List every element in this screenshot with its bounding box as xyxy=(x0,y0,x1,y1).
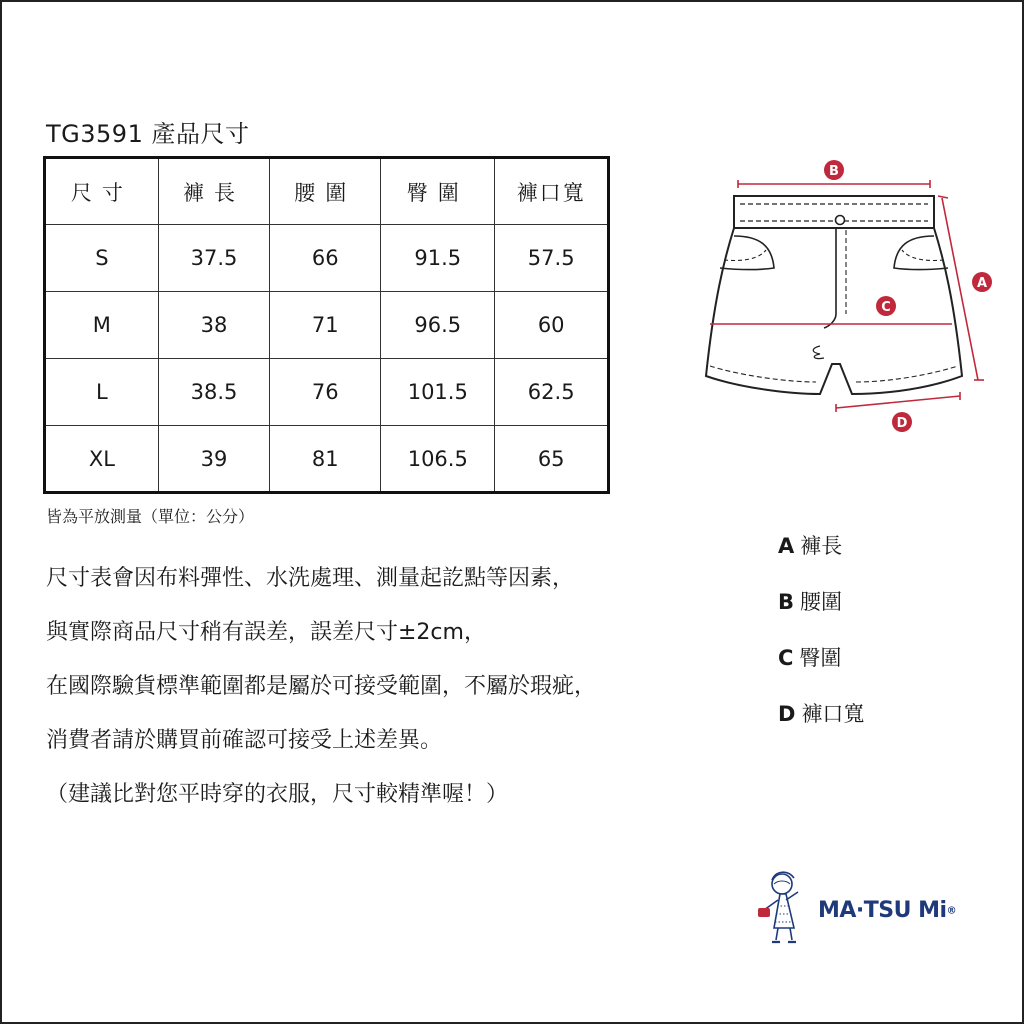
cell-length: 39 xyxy=(158,426,270,493)
marker-d xyxy=(892,412,912,432)
mascot-icon xyxy=(750,866,814,946)
cell-size: S xyxy=(45,225,159,292)
cell-hip: 96.5 xyxy=(381,292,495,359)
marker-d-label: D xyxy=(896,416,908,431)
cell-waist: 81 xyxy=(270,426,381,493)
shorts-outline xyxy=(706,196,962,394)
page-title: TG3591 產品尺寸 xyxy=(46,120,250,148)
disclaimer xyxy=(46,558,746,828)
legend-label: 褲口寬 xyxy=(801,702,865,726)
cell-size: M xyxy=(45,292,159,359)
cell-size: L xyxy=(45,359,159,426)
cell-hip: 101.5 xyxy=(381,359,495,426)
legend-label: 褲長 xyxy=(800,534,843,558)
cell-length: 38.5 xyxy=(158,359,270,426)
legend-key: B xyxy=(778,590,795,614)
cell-length: 38 xyxy=(158,292,270,359)
disclaimer-line: 與實際商品尺寸稍有誤差，誤差尺寸±2cm， xyxy=(46,620,486,645)
marker-c-label: C xyxy=(881,300,891,315)
header-hem-width: 褲口寬 xyxy=(495,158,609,225)
marker-a xyxy=(972,272,992,292)
legend-key: D xyxy=(778,702,796,726)
disclaimer-line: 消費者請於購買前確認可接受上述差異。 xyxy=(46,728,443,753)
cell-length: 37.5 xyxy=(158,225,270,292)
header-length: 褲長 xyxy=(158,158,270,225)
legend-item xyxy=(778,582,864,638)
legend-key: A xyxy=(778,534,795,558)
cell-hem-width: 57.5 xyxy=(495,225,609,292)
legend-item xyxy=(778,694,864,750)
brand-logo xyxy=(818,898,956,923)
legend-label: 臀圍 xyxy=(799,646,842,670)
hem-line xyxy=(836,396,960,408)
cell-waist: 76 xyxy=(270,359,381,426)
marker-c xyxy=(876,296,896,316)
cell-hem-width: 65 xyxy=(495,426,609,493)
header-hip: 臀圍 xyxy=(381,158,495,225)
cell-waist: 66 xyxy=(270,225,381,292)
marker-a-label: A xyxy=(976,276,988,291)
brand-name: MA·TSU Mi xyxy=(818,898,947,923)
disclaimer-line: 在國際驗貨標準範圍都是屬於可接受範圍，不屬於瑕疵， xyxy=(46,674,597,699)
cell-size: XL xyxy=(45,426,159,493)
shorts-diagram xyxy=(690,150,1000,440)
marker-b xyxy=(824,160,844,180)
cell-hem-width: 62.5 xyxy=(495,359,609,426)
legend-key: C xyxy=(778,646,794,670)
disclaimer-line: 尺寸表會因布料彈性、水洗處理、測量起訖點等因素， xyxy=(46,566,575,591)
cell-hip: 106.5 xyxy=(381,426,495,493)
registered-mark: ® xyxy=(946,905,957,917)
table-row xyxy=(45,225,609,292)
disclaimer-line: （建議比對您平時穿的衣服，尺寸較精準喔！） xyxy=(46,782,509,807)
header-size: 尺寸 xyxy=(45,158,159,225)
table-row xyxy=(45,359,609,426)
legend-item xyxy=(778,526,864,582)
button-icon xyxy=(836,216,845,225)
legend-label: 腰圍 xyxy=(800,590,843,614)
measurement-note: 皆為平放測量（單位：公分） xyxy=(46,507,255,526)
cell-hem-width: 60 xyxy=(495,292,609,359)
size-table xyxy=(43,156,610,494)
legend-item xyxy=(778,638,864,694)
marker-b-label: B xyxy=(829,164,839,179)
cell-hip: 91.5 xyxy=(381,225,495,292)
cell-waist: 71 xyxy=(270,292,381,359)
table-row xyxy=(45,292,609,359)
table-row xyxy=(45,426,609,493)
table-header-row xyxy=(45,158,609,225)
header-waist: 腰圍 xyxy=(270,158,381,225)
measurement-legend xyxy=(778,526,864,750)
